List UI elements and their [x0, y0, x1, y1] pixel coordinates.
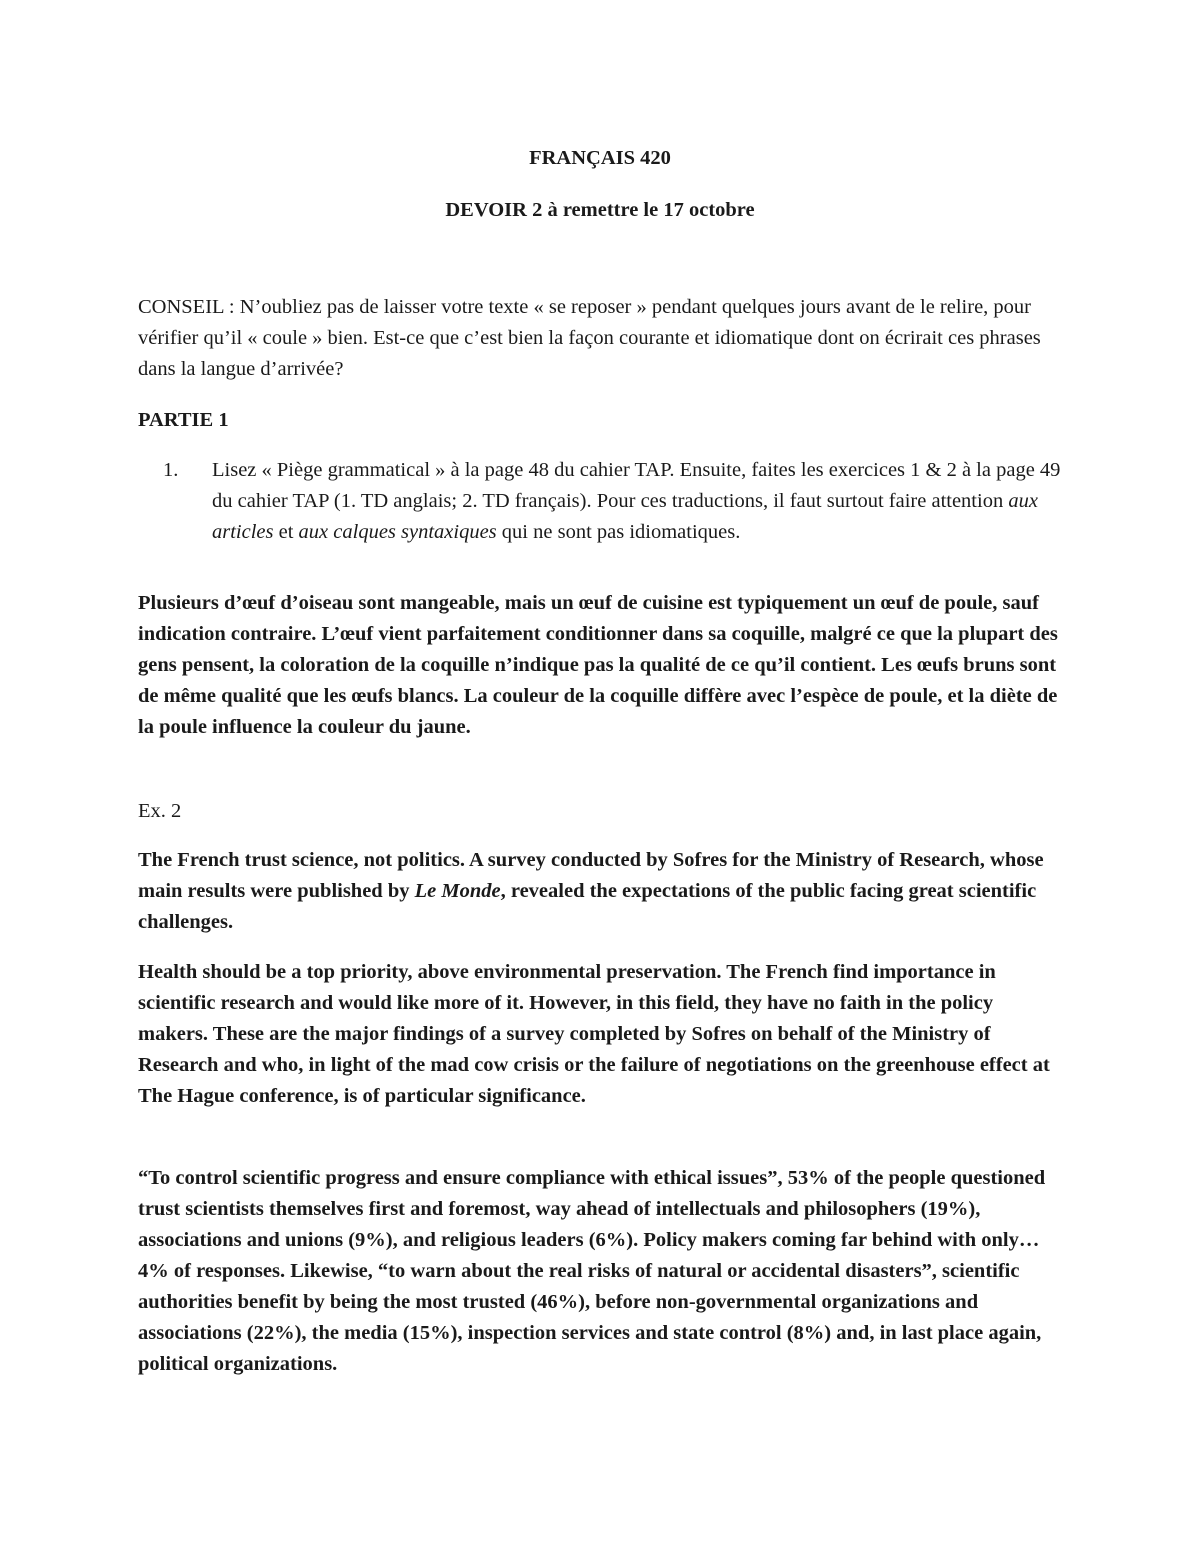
emphasis-calques: aux calques syntaxiques	[298, 521, 497, 543]
list-number: 1.	[163, 459, 179, 481]
english-paragraph-2: Health should be a top priority, above environmental preservation. The French find importance in scientific research and would like more of it. However, in this field, they have no faith in the policy makers. These are the major findings of a survey completed by Sofres on behalf of the Ministry of Research and who, in light of the mad cow crisis or the failure of negotiations on the greenhouse effect at The Hague conference, is of particular significance.	[138, 961, 1050, 1107]
french-translation-paragraph: Plusieurs d’œuf d’oiseau sont mangeable, mais un œuf de cuisine est typiquement un œuf de poule, sauf indication contraire. L’œuf vient parfaitement conditionner dans sa coquille, malgré ce que la plupart des gens pensent, la coloration de la coquille n’indique pas la qualité de ce qu’il contient. Les œufs bruns sont de même qualité que les œufs blancs. La couleur de la coquille diffère avec l’espèce de poule, et la diète de la poule influence la couleur du jaune.	[138, 592, 1058, 738]
course-title: FRANÇAIS 420	[529, 147, 671, 169]
advice-paragraph: CONSEIL : N’oubliez pas de laisser votre texte « se reposer » pendant quelques jours avant de le relire, pour vérifier qu’il « coule » bien. Est-ce que c’est bien la façon courante et idiomatique dont on écrirait ces phrases dans la langue d’arrivée?	[138, 296, 1041, 380]
section-heading: PARTIE 1	[138, 409, 229, 431]
instruction-list	[138, 455, 1068, 548]
exercise-label: Ex. 2	[138, 800, 182, 822]
assignment-title: DEVOIR 2 à remettre le 17 octobre	[445, 199, 755, 221]
instruction-text: Lisez « Piège grammatical » à la page 48 du cahier TAP. Ensuite, faites les exercices 1 & 2 à la page 49 du cahier TAP (1. TD anglais; 2. TD français). Pour ces traductions, il faut surtout faire attention	[212, 459, 1061, 512]
list-item	[138, 455, 1068, 548]
english-paragraph-3: “To control scientific progress and ensure compliance with ethical issues”, 53% of the people questioned trust scientists themselves first and foremost, way ahead of intellectuals and philosophers (19%), associations and unions (9%), and religious leaders (6%). Policy makers coming far behind with only… 4% of responses. Likewise, “to warn about the real risks of natural or accidental disasters”, scientific authorities benefit by being the most trusted (46%), before non-governmental organizations and associations (22%), the media (15%), inspection services and state control (8%) and, in last place again, political organizations.	[138, 1167, 1046, 1375]
instruction-text-connector: et	[273, 521, 299, 543]
le-monde-title: Le Monde	[414, 880, 501, 902]
emphasis-articles: aux articles	[212, 490, 1038, 543]
english-paragraph-1	[138, 845, 1068, 938]
instruction-text-end: qui ne sont pas idiomatiques.	[496, 521, 741, 543]
english-paragraph-1-end: , revealed the expectations of the public facing great scientific challenges.	[138, 880, 1037, 933]
english-paragraph-1-start: The French trust science, not politics. A survey conducted by Sofres for the Ministry of Research, whose main results were published by	[138, 849, 1044, 902]
